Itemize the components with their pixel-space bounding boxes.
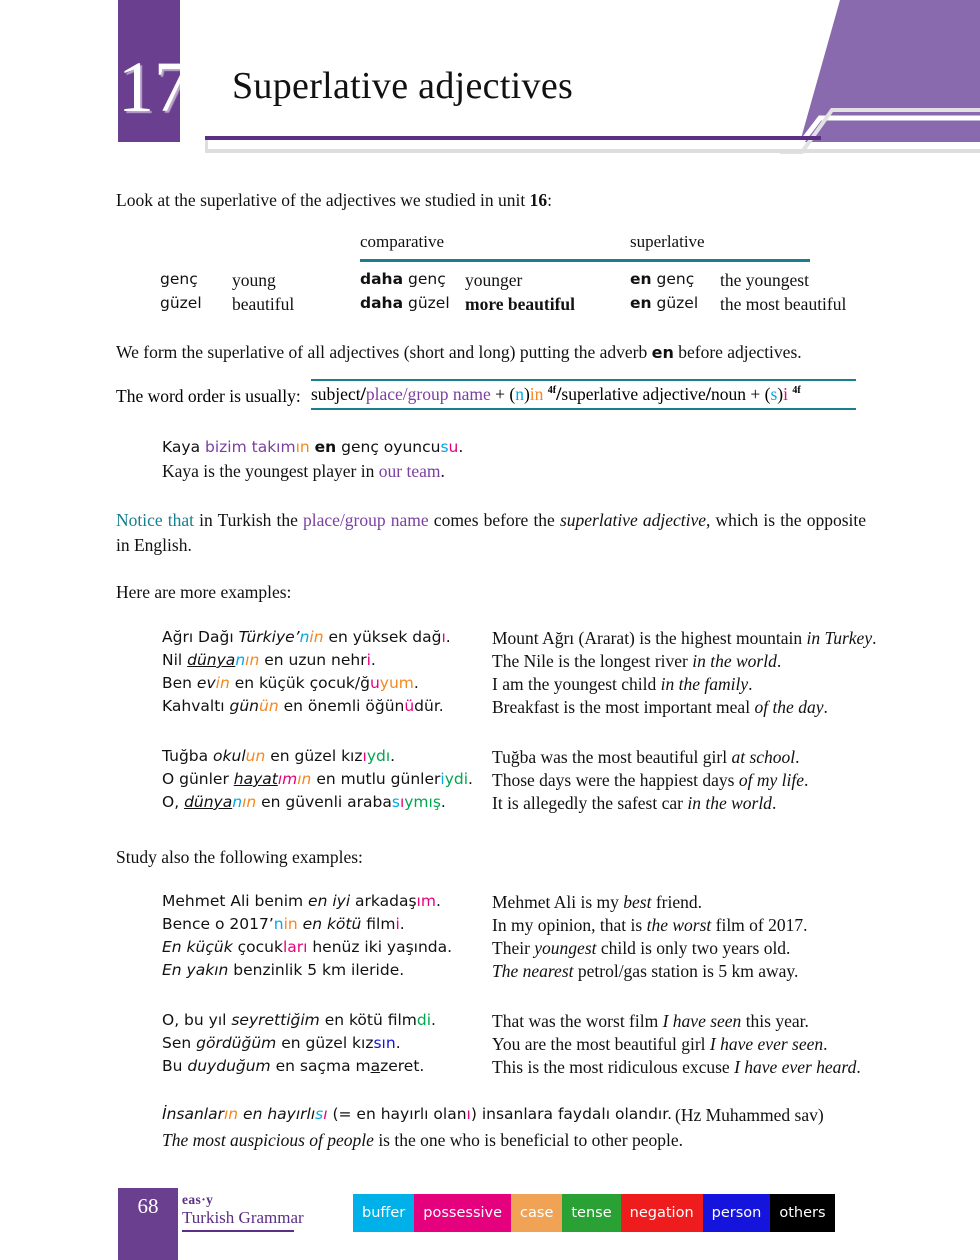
text-fragment: petrol/gas station is 5 km away. — [573, 961, 799, 981]
text-fragment: The most auspicious of people — [162, 1130, 374, 1150]
legend-chip-person[interactable]: person — [703, 1194, 771, 1232]
text-fragment: en yüksek dağ — [323, 628, 442, 646]
example-english — [492, 961, 798, 982]
notice-place-group: place/group name — [303, 510, 429, 530]
header-rule — [205, 136, 821, 140]
cell-superlative-turkish — [630, 294, 698, 312]
text-fragment: this year. — [741, 1011, 809, 1031]
text-fragment: Mount Ağrı (Ararat) is the highest mountain — [492, 628, 807, 648]
text-fragment: Mehmet Ali benim — [162, 892, 309, 910]
text-fragment: Ağrı Dağı — [162, 628, 239, 646]
kaya-en-marker: en — [314, 438, 337, 456]
cell-superlative-english: the youngest — [720, 270, 809, 290]
text-fragment: ı — [362, 747, 367, 765]
text-fragment: ın — [245, 651, 260, 669]
text-fragment: ev — [196, 674, 216, 692]
text-fragment: at school — [731, 747, 796, 767]
example-english — [492, 1057, 861, 1078]
notice-paragraph — [116, 508, 866, 559]
text-fragment: Kahvaltı — [162, 697, 230, 715]
text-fragment: gördüğüm — [196, 1034, 277, 1052]
cell-base-turkish: genç — [160, 270, 198, 288]
formula-case-in: in — [529, 384, 544, 404]
text-fragment: in the world — [687, 793, 772, 813]
kaya-possessive: u — [448, 438, 459, 456]
formula-possessive-i: i — [783, 384, 788, 404]
example-turkish — [162, 1011, 436, 1029]
kaya-buffer: s — [440, 438, 449, 456]
text-fragment: in — [215, 674, 230, 692]
superlative-marker: en — [630, 294, 652, 312]
text-fragment: n — [273, 915, 284, 933]
page-header — [0, 0, 980, 160]
example-english — [492, 697, 828, 718]
text-fragment: Breakfast is the most important meal — [492, 697, 755, 717]
text-fragment: en güzel kız — [276, 1034, 374, 1052]
text-fragment: en küçük çocuk/ğ — [229, 674, 370, 692]
example-turkish — [162, 697, 444, 715]
intro-sentence — [116, 188, 552, 213]
example-turkish — [162, 892, 441, 910]
text-fragment: . — [872, 628, 877, 648]
formula-footnote-2: 4f — [792, 385, 801, 397]
text-fragment: I am the youngest child — [492, 674, 661, 694]
formula-plus-1: + — [490, 384, 510, 404]
text-fragment: In my opinion, that is — [492, 915, 647, 935]
text-fragment: . — [438, 697, 444, 715]
text-fragment: of the day — [754, 697, 824, 717]
notice-lead: Notice that — [116, 510, 195, 530]
text-fragment: of my life — [738, 770, 804, 790]
legend-chip-tense[interactable]: tense — [562, 1194, 620, 1232]
formula-superlative-adjective: superlative adjective — [561, 384, 706, 404]
text-fragment: film — [361, 915, 396, 933]
formula-box — [311, 379, 856, 410]
formula-footnote-1: 4f — [547, 385, 557, 397]
text-fragment: . — [823, 697, 828, 717]
text-fragment: zeret. — [380, 1057, 425, 1075]
page-title: Superlative adjectives — [232, 65, 574, 107]
text-fragment: The nearest — [492, 961, 574, 981]
study-heading: Study also the following examples: — [116, 847, 363, 867]
example-turkish — [162, 1034, 401, 1052]
kaya-turkish — [162, 438, 463, 456]
text-fragment: en uzun nehr — [259, 651, 367, 669]
example-english — [492, 651, 781, 672]
text-fragment: benzinlik 5 km ileride. — [228, 961, 405, 979]
text-fragment: n — [235, 651, 246, 669]
text-fragment: hayat — [233, 770, 278, 788]
text-fragment: . — [856, 1057, 861, 1077]
superlative-marker: en — [630, 270, 652, 288]
text-fragment: sın — [373, 1034, 396, 1052]
formula-subject: subject — [311, 384, 361, 404]
text-fragment: This is the most ridiculous excuse — [492, 1057, 735, 1077]
text-fragment: i — [395, 915, 400, 933]
formula-plus-2: + — [746, 384, 765, 404]
text-fragment: best — [623, 892, 652, 912]
text-fragment: n — [232, 793, 243, 811]
text-fragment: . — [395, 1034, 401, 1052]
formula-buffer-s: s — [770, 384, 778, 404]
legend-chip-case[interactable]: case — [511, 1194, 562, 1232]
text-fragment: en önemli öğün — [278, 697, 405, 715]
cell-comparative-turkish — [360, 294, 450, 312]
example-english — [492, 747, 800, 768]
table-header-row — [160, 232, 880, 256]
text-fragment: dünya — [187, 651, 236, 669]
formula-rule-bottom — [311, 408, 856, 410]
example-english — [492, 915, 808, 936]
text-fragment: ım — [277, 770, 298, 788]
cell-comparative-turkish — [360, 270, 446, 288]
text-fragment: en güzel kız — [265, 747, 363, 765]
example-turkish — [162, 938, 452, 956]
text-fragment: ) insanlara faydalı olandır. — [470, 1105, 673, 1123]
superlative-word: güzel — [656, 294, 699, 312]
text-fragment: en hayırlı — [238, 1105, 316, 1123]
example-english — [492, 938, 790, 959]
example-turkish — [162, 651, 376, 669]
example-english — [492, 674, 753, 695]
text-fragment: . — [771, 793, 777, 813]
text-fragment: ün — [259, 697, 279, 715]
example-turkish — [162, 961, 404, 979]
intro-colon: : — [547, 190, 552, 210]
text-fragment: is the one who is beneficial to other people. — [373, 1130, 684, 1150]
brand-logo-rule — [182, 1230, 294, 1232]
text-fragment: u — [369, 674, 380, 692]
cell-superlative-turkish — [630, 270, 694, 288]
brand-logo-line1: eas·y — [182, 1192, 214, 1207]
text-fragment: ım — [416, 892, 436, 910]
text-fragment: En küçük — [162, 938, 233, 956]
text-fragment: in — [283, 915, 298, 933]
text-fragment: gün — [229, 697, 260, 715]
example-turkish — [162, 674, 419, 692]
formula-slash-3: / — [705, 384, 711, 405]
text-fragment: . — [390, 747, 396, 765]
text-fragment: Sen — [162, 1034, 197, 1052]
text-fragment: en mutlu günler — [311, 770, 441, 788]
comparative-word: güzel — [408, 294, 450, 312]
text-fragment: the worst — [646, 915, 712, 935]
example-turkish — [162, 915, 405, 933]
text-fragment: O günler — [162, 770, 234, 788]
degrees-table — [160, 232, 880, 318]
text-fragment: . — [804, 770, 809, 790]
text-fragment: en kötü — [302, 915, 362, 933]
text-fragment: Mehmet Ali is my — [492, 892, 624, 912]
text-fragment: . — [776, 651, 782, 671]
text-fragment: I have seen — [662, 1011, 742, 1031]
text-fragment: i — [366, 651, 371, 669]
text-fragment: . — [431, 1011, 436, 1029]
example-turkish — [162, 770, 473, 788]
superlative-word: genç — [656, 270, 695, 288]
cell-base-turkish: güzel — [160, 294, 202, 312]
text-fragment: ı — [441, 628, 446, 646]
table-row — [160, 270, 880, 294]
formula-buffer-n: n — [515, 384, 524, 404]
example-english — [492, 892, 702, 913]
text-fragment: ın — [223, 1105, 239, 1123]
text-fragment: En yakın — [162, 961, 229, 979]
text-fragment: un — [245, 747, 266, 765]
example-english — [492, 1034, 828, 1055]
formula-slash-2: / — [556, 384, 562, 405]
text-fragment: Türkiye’ — [238, 628, 300, 646]
text-fragment: a — [370, 1057, 381, 1075]
intro-text: Look at the superlative of the adjectives we studied in unit — [116, 190, 530, 210]
header-rule-shadow — [205, 149, 980, 153]
text-fragment: dür — [414, 697, 439, 715]
text-fragment: ı — [323, 1105, 328, 1123]
text-fragment: s — [391, 793, 400, 811]
text-fragment: (= en hayırlı olan — [327, 1105, 467, 1123]
text-fragment: çocuk — [232, 938, 283, 956]
kaya-subject: Kaya — [162, 438, 205, 456]
unit-number: 17 — [118, 47, 190, 127]
text-fragment: ü — [404, 697, 415, 715]
kaya-en-part1: Kaya is the youngest player in — [162, 461, 379, 481]
text-fragment: en kötü film — [319, 1011, 417, 1029]
notice-part2: comes before the — [428, 510, 560, 530]
example-english — [492, 793, 776, 814]
text-fragment: ydi — [444, 770, 469, 788]
example-english — [492, 1011, 809, 1032]
example-english — [492, 628, 876, 649]
text-fragment: child is only two years old. — [596, 938, 791, 958]
column-header-superlative: superlative — [630, 232, 705, 251]
text-fragment: It is allegedly the safest car — [492, 793, 688, 813]
text-fragment: i — [440, 770, 445, 788]
more-examples-heading: Here are more examples: — [116, 582, 292, 602]
example-turkish — [162, 747, 395, 765]
comparative-word: genç — [408, 270, 446, 288]
text-fragment: . — [748, 674, 753, 694]
notice-part3: , which is the opposite in English. — [116, 510, 867, 556]
kaya-english — [162, 461, 445, 482]
text-fragment: Their — [492, 938, 535, 958]
text-fragment: . — [445, 628, 451, 646]
page-footer — [0, 1180, 980, 1260]
text-fragment: in the world — [692, 651, 777, 671]
text-fragment: Ben — [162, 674, 197, 692]
text-fragment: Bu — [162, 1057, 188, 1075]
text-fragment: en iyi — [308, 892, 351, 910]
column-header-comparative: comparative — [360, 232, 445, 251]
text-fragment: ları — [282, 938, 308, 956]
text-fragment: You are the most beautiful girl — [492, 1034, 710, 1054]
intro-unit-ref: 16 — [529, 190, 548, 210]
cell-base-english: beautiful — [232, 294, 295, 314]
text-fragment: . — [795, 747, 800, 767]
text-fragment: ı — [466, 1105, 471, 1123]
legend-chip-possessive[interactable]: possessive — [414, 1194, 511, 1232]
example-turkish — [162, 628, 451, 646]
text-fragment: . — [435, 892, 441, 910]
text-fragment: en saçma m — [270, 1057, 371, 1075]
text-fragment: henüz iki yaşında. — [307, 938, 453, 956]
page-number: 68 — [137, 1194, 159, 1218]
example-turkish — [162, 1057, 424, 1075]
kaya-en-period: . — [440, 461, 445, 481]
text-fragment: O, bu yıl — [162, 1011, 232, 1029]
cell-comparative-english: younger — [465, 270, 523, 290]
example-english — [492, 770, 808, 791]
kaya-en-highlight: our team — [378, 461, 441, 481]
text-fragment: The Nile is the longest river — [492, 651, 693, 671]
cell-superlative-english: the most beautiful — [720, 294, 847, 314]
text-fragment: That was the worst film — [492, 1011, 663, 1031]
hadith-turkish — [162, 1105, 672, 1123]
hadith-attribution: (Hz Muhammed sav) — [675, 1105, 824, 1125]
text-fragment: ydı — [366, 747, 391, 765]
hadith-english — [162, 1130, 683, 1151]
kaya-place: bizim takım — [205, 438, 296, 456]
text-fragment: Those days were the happiest days — [492, 770, 739, 790]
text-fragment: n — [299, 628, 310, 646]
formula-content: subject/place/group name + (n)in $^{4f}$/superlative adjective/noun + (s)i $^{4f}$ — [311, 384, 801, 405]
legend-chip-others[interactable]: others — [770, 1194, 834, 1232]
text-fragment: Bence o 2017’ — [162, 915, 274, 933]
color-legend — [353, 1194, 835, 1232]
comparative-marker: daha — [360, 294, 404, 312]
legend-chip-buffer[interactable]: buffer — [353, 1194, 414, 1232]
text-fragment: Tuğba was the most beautiful girl — [492, 747, 732, 767]
notice-superlative-adjective: superlative adjective — [559, 510, 706, 530]
text-fragment: . — [440, 793, 446, 811]
text-fragment: duyduğum — [187, 1057, 271, 1075]
text-fragment: yum — [379, 674, 414, 692]
text-fragment: . — [413, 674, 419, 692]
rule-part1: We form the superlative of all adjectives (short and long) putting the adverb — [116, 342, 652, 362]
text-fragment: in the family — [660, 674, 749, 694]
text-fragment: ın — [297, 770, 312, 788]
cell-base-english: young — [232, 270, 276, 290]
text-fragment: s — [315, 1105, 324, 1123]
kaya-rest: genç oyuncu — [336, 438, 441, 456]
text-fragment: I have ever heard — [734, 1057, 857, 1077]
legend-chip-negation[interactable]: negation — [621, 1194, 703, 1232]
rule-sentence — [116, 340, 802, 365]
kaya-case: ın — [295, 438, 310, 456]
comparative-marker: daha — [360, 270, 404, 288]
text-fragment: youngest — [534, 938, 597, 958]
text-fragment: . — [468, 770, 473, 788]
table-row — [160, 294, 880, 318]
kaya-period: . — [458, 438, 464, 456]
text-fragment: dünya — [184, 793, 233, 811]
text-fragment: friend. — [651, 892, 702, 912]
comparative-english-text: more beautiful — [465, 294, 576, 314]
text-fragment: . — [370, 651, 376, 669]
text-fragment: film of 2017. — [711, 915, 808, 935]
text-fragment: in Turkey — [806, 628, 873, 648]
text-fragment: ymış — [404, 793, 441, 811]
text-fragment: . — [823, 1034, 828, 1054]
text-fragment: ın — [242, 793, 257, 811]
text-fragment: . — [399, 915, 405, 933]
text-fragment: Nil — [162, 651, 188, 669]
cell-comparative-english — [465, 294, 575, 315]
example-turkish — [162, 793, 446, 811]
rule-en-marker: en — [651, 343, 674, 362]
text-fragment: I have ever seen — [709, 1034, 824, 1054]
formula-noun: noun — [711, 384, 746, 404]
table-header-rule — [360, 259, 810, 262]
text-fragment: en güvenli araba — [256, 793, 392, 811]
text-fragment: di — [416, 1011, 432, 1029]
text-fragment: Tuğba — [162, 747, 214, 765]
text-fragment: okul — [213, 747, 246, 765]
text-fragment: O, — [162, 793, 185, 811]
text-fragment: arkadaş — [350, 892, 417, 910]
text-fragment: in — [309, 628, 324, 646]
formula-slash-1: / — [360, 384, 366, 405]
formula-place-group: place/group name — [365, 384, 491, 404]
formula-lead: The word order is usually: — [116, 386, 301, 406]
brand-logo-line2: Turkish Grammar — [182, 1208, 304, 1227]
text-fragment: ı — [399, 793, 405, 811]
rule-part2: before adjectives. — [673, 342, 802, 362]
text-fragment: seyrettiğim — [231, 1011, 320, 1029]
text-fragment: İnsanlar — [162, 1105, 224, 1123]
notice-part1: in Turkish the — [194, 510, 304, 530]
